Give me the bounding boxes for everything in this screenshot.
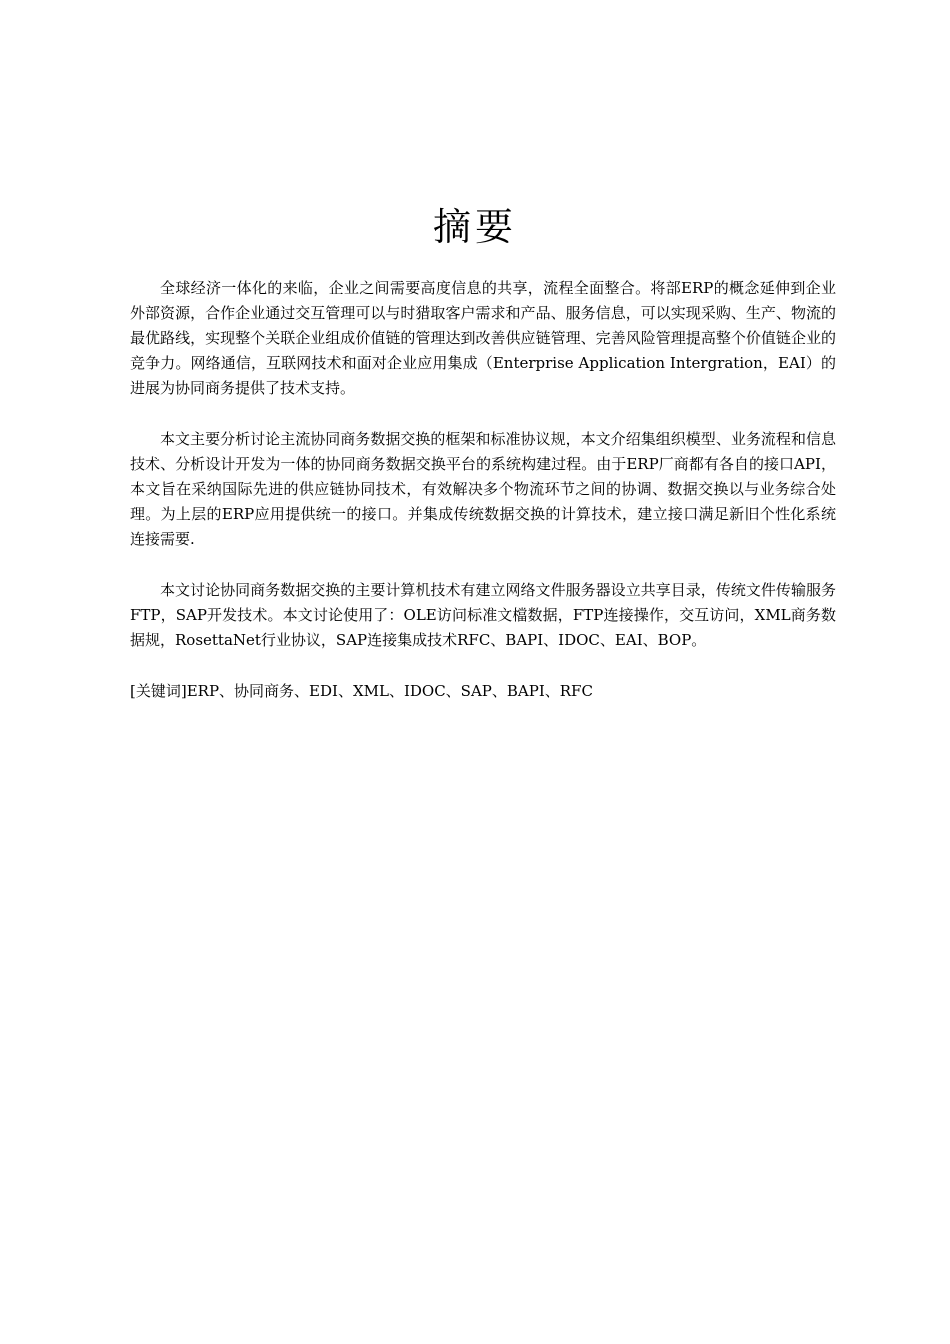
abstract-paragraph-3: 本文讨论协同商务数据交换的主要计算机技术有建立网络文件服务器设立共享目录，传统文件传输服务FTP，SAP开发技术。本文讨论使用了：OLE访问标准文檔数据，FTP连接操作，交互访问，XML商务数据规，RosettaNet行业协议，SAP连接集成技术RFC、BAPI、IDOC、EAI、BOP。 bbox=[130, 581, 836, 649]
abstract-body bbox=[130, 276, 836, 704]
page-title: 摘要 bbox=[432, 205, 517, 249]
abstract-paragraph-1: 全球经济一体化的来临，企业之间需要高度信息的共享，流程全面整合。将部ERP的概念延伸到企业外部资源，合作企业通过交互管理可以与时猎取客户需求和产品、服务信息，可以实现采购、生产、物流的最优路线，实现整个关联企业组成价值链的管理达到改善供应链管理、完善风险管理提高整个价值链企业的竞争力。网络通信，互联网技术和面对企业应用集成（Enterprise Application Intergration，EAI）的进展为协同商务提供了技术支持。 bbox=[130, 279, 836, 397]
paragraph-spacer bbox=[130, 653, 836, 679]
abstract-paragraph-2: 本文主要分析讨论主流协同商务数据交换的框架和标准协议规，本文介绍集组织模型、业务流程和信息技术、分析设计开发为一体的协同商务数据交换平台的系统构建过程。由于ERP厂商都有各自的接口API，本文旨在采纳国际先进的供应链协同技术，有效解决多个物流环节之间的协调、数据交换以与业务综合处理。为上层的ERP应用提供统一的接口。并集成传统数据交换的计算技术，建立接口满足新旧个性化系统连接需要. bbox=[130, 430, 836, 548]
keywords-line: [关键词]ERP、协同商务、EDI、XML、IDOC、SAP、BAPI、RFC bbox=[130, 682, 593, 700]
paragraph-spacer bbox=[130, 401, 836, 427]
paragraph-spacer bbox=[130, 552, 836, 578]
